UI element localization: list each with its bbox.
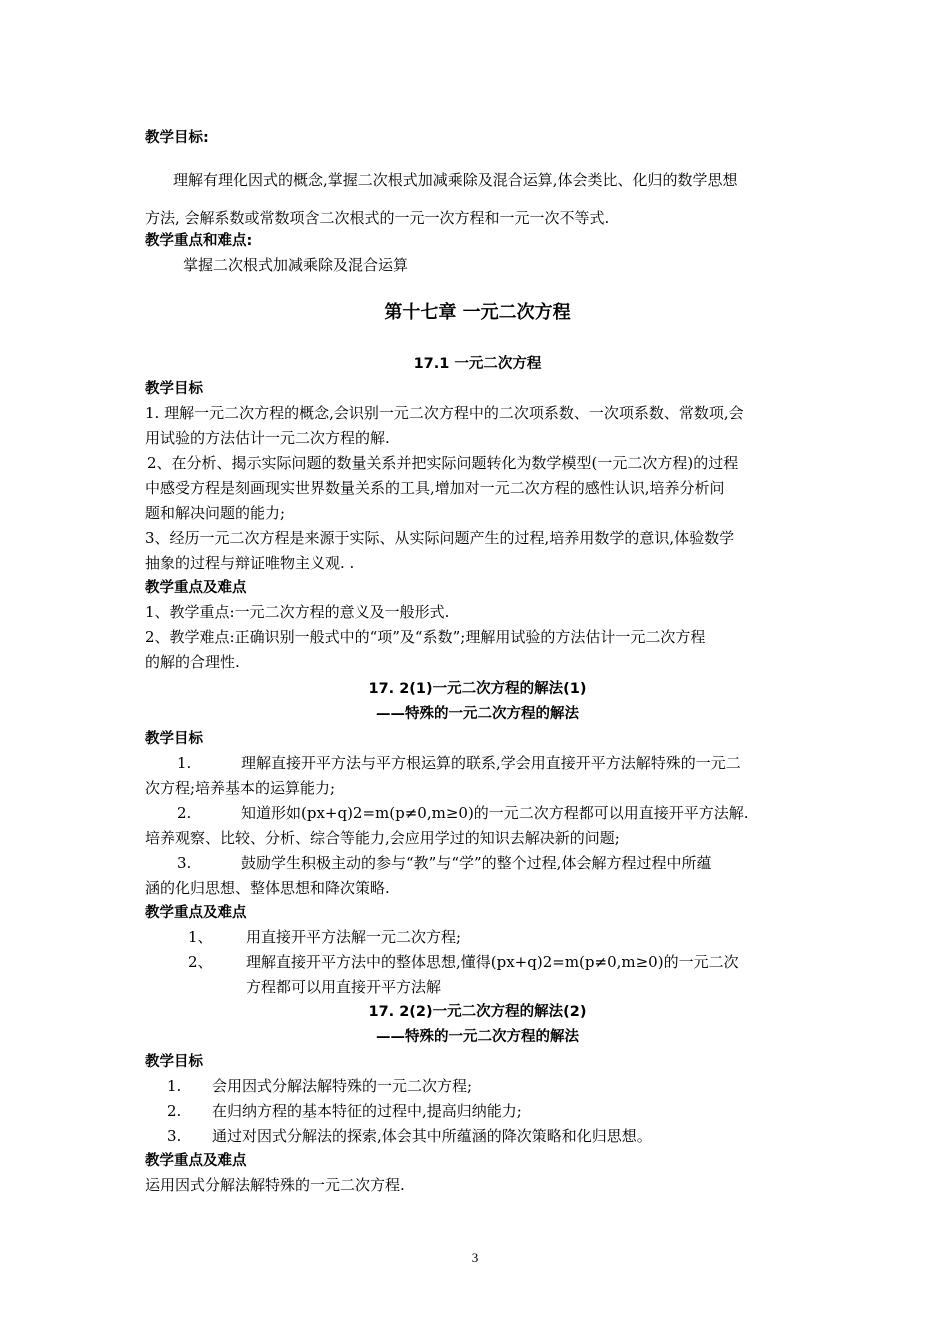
chapter-title: 第十七章 一元二次方程 (384, 302, 571, 323)
list-text: 鼓励学生积极主动的参与“教”与“学”的整个过程,体会解方程过程中所蕴 (241, 854, 712, 872)
paragraph-line: 涵的化归思想、整体思想和降次策略. (145, 879, 390, 897)
paragraph-line: 理解有理化因式的概念,掌握二次根式加减乘除及混合运算,体会类比、化归的数学思想 (173, 171, 738, 189)
paragraph-line: 3、经历一元二次方程是来源于实际、从实际问题产生的过程,培养用数学的意识,体验数学 (145, 529, 735, 547)
list-number: 2. (177, 804, 192, 822)
list-text: 通过对因式分解法的探索,体会其中所蕴涵的降次策略和化归思想。 (212, 1127, 652, 1145)
section-heading: 教学重点和难点: (145, 233, 253, 249)
paragraph-line: 抽象的过程与辩证唯物主义观. . (145, 554, 355, 572)
paragraph-line: 题和解决问题的能力; (145, 504, 286, 522)
section-heading: 教学目标 (145, 731, 203, 747)
paragraph-line: 2、在分析、揭示实际问题的数量关系并把实际问题转化为数学模型(一元二次方程)的过程 (147, 454, 739, 472)
paragraph-line: 次方程;培养基本的运算能力; (145, 779, 336, 797)
list-text: 知道形如(px+q)2=m(p≠0,m≥0)的一元二次方程都可以用直接开平方法解. (241, 804, 749, 822)
paragraph-line: 2、教学难点:正确识别一般式中的“项”及“系数”;理解用试验的方法估计一元二次方程 (145, 628, 706, 646)
section-heading: 教学目标: (145, 130, 209, 146)
list-text: 用直接开平方法解一元二次方程; (246, 928, 462, 946)
paragraph-line: 1、教学重点:一元二次方程的意义及一般形式. (145, 603, 450, 621)
page-number: 3 (471, 1250, 479, 1265)
list-number: 1. (167, 1077, 182, 1095)
list-number: 2. (167, 1102, 182, 1120)
list-text: 会用因式分解法解特殊的一元二次方程; (212, 1077, 473, 1095)
section-subtitle: ——特殊的一元二次方程的解法 (376, 1029, 579, 1045)
section-subtitle: ——特殊的一元二次方程的解法 (376, 706, 579, 722)
list-item (145, 1100, 810, 1122)
paragraph-line: 运用因式分解法解特殊的一元二次方程. (145, 1176, 405, 1194)
section-heading: 教学目标 (145, 1054, 203, 1070)
list-item (145, 852, 810, 874)
list-number: 3. (177, 854, 192, 872)
list-text: 理解直接开平方法与平方根运算的联系,学会用直接开平方法解特殊的一元二 (241, 754, 741, 772)
paragraph-line: 方法, 会解系数或常数项含二次根式的一元一次方程和一元一次不等式. (145, 209, 610, 227)
list-item (145, 752, 810, 774)
paragraph-line: 1. 理解一元二次方程的概念,会识别一元二次方程中的二次项系数、一次项系数、常数项,会 (145, 404, 744, 422)
list-number: 3. (167, 1127, 182, 1145)
list-item (145, 802, 810, 824)
section-title: 17.1 一元二次方程 (413, 356, 542, 372)
paragraph-line: 方程都可以用直接开平方法解 (246, 978, 442, 996)
section-heading: 教学目标 (145, 381, 203, 397)
paragraph-line: 培养观察、比较、分析、综合等能力,会应用学过的知识去解决新的问题; (145, 829, 620, 847)
section-heading: 教学重点及难点 (145, 905, 247, 921)
paragraph-line: 掌握二次根式加减乘除及混合运算 (183, 256, 409, 274)
list-number: 1. (177, 754, 192, 772)
list-number: 2、 (188, 953, 213, 971)
list-item (145, 951, 810, 973)
section-heading: 教学重点及难点 (145, 1153, 247, 1169)
list-item (145, 926, 810, 948)
paragraph-line: 的解的合理性. (145, 653, 240, 671)
paragraph-line: 中感受方程是刻画现实世界数量关系的工具,增加对一元二次方程的感性认识,培养分析问 (145, 479, 725, 497)
list-text: 在归纳方程的基本特征的过程中,提高归纳能力; (212, 1102, 522, 1120)
list-item (145, 1125, 810, 1147)
list-number: 1、 (188, 928, 213, 946)
paragraph-line: 用试验的方法估计一元二次方程的解. (145, 429, 390, 447)
section-heading: 教学重点及难点 (145, 580, 247, 596)
list-text: 理解直接开平方法中的整体思想,懂得(px+q)2=m(p≠0,m≥0)的一元二次 (246, 953, 739, 971)
section-title: 17. 2(2)一元二次方程的解法(2) (368, 1004, 587, 1020)
section-title: 17. 2(1)一元二次方程的解法(1) (368, 681, 587, 697)
list-item (145, 1075, 810, 1097)
